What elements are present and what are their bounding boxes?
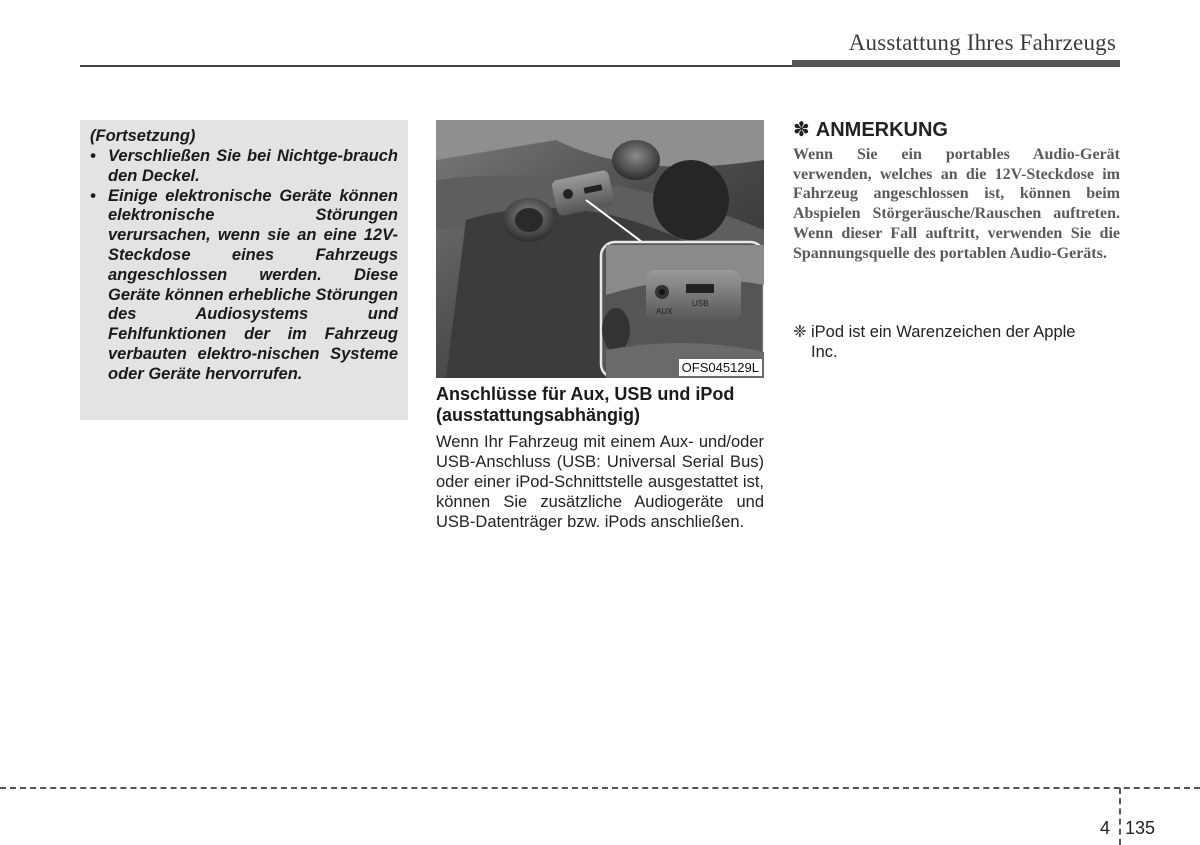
footer-divider — [0, 787, 1200, 789]
caution-item: • Verschließen Sie bei Nichtge-brauch den Deckel. — [90, 147, 398, 185]
trademark-note — [793, 322, 1120, 362]
trademark-line1: iPod ist ein Warenzeichen der Apple — [811, 323, 1076, 341]
page-number: 135 — [1125, 818, 1156, 838]
caution-list — [90, 147, 398, 385]
page-chapter: 4 — [1100, 818, 1111, 838]
figure-code: OFS045129L — [679, 359, 762, 376]
caution-continuation: (Fortsetzung) — [90, 127, 196, 145]
note-heading-text: ANMERKUNG — [815, 119, 948, 141]
port-label-aux: AUX — [656, 307, 673, 316]
caution-item-text: Einige elektronische Geräte können elektronische Störungen verursachen, wenn sie an eine 12V-Steckdose eines Fahrzeugs angeschlossen werden. Diese Geräte können erhebliche Störungen des Audiosystems und Fehlfunktionen der im Fahrzeug verbauten elektro-nischen Systeme oder Geräte hervorrufen. — [108, 186, 398, 383]
header-rule-accent — [792, 60, 1120, 67]
trademark-line2: Inc. — [811, 343, 838, 361]
caution-box — [80, 120, 408, 420]
figure-usb-aux-ports — [436, 120, 764, 378]
console-illustration — [436, 120, 764, 378]
caution-item-text: Verschließen Sie bei Nichtge-brauch den Deckel. — [108, 147, 398, 185]
section-heading: Anschlüsse für Aux, USB und iPod (ausstattungsabhängig) — [436, 384, 735, 425]
page-header-title: Ausstattung Ihres Fahrzeugs — [848, 30, 1116, 55]
footer-vertical-divider — [1119, 788, 1121, 845]
caution-item: • Einige elektronische Geräte können elektronische Störungen verursachen, wenn sie an eine 12V-Steckdose eines Fahrzeugs angeschlossen werden. Diese Geräte können erhebliche Störungen des Audiosystems und Fehlfunktionen der im Fahrzeug verbauten elektro-nischen Systeme oder Geräte hervorrufen. — [90, 186, 398, 383]
header-rule — [80, 65, 792, 67]
note-text: Wenn Sie ein portables Audio-Gerät verwenden, welches an die 12V-Steckdose im Fahrzeug angeschlossen ist, können beim Abspielen Störgeräusche/Rauschen auftreten. Wenn dieser Fall auftritt, verwenden Sie die Spannungsquelle des portablen Audio-Geräts. — [793, 146, 1120, 262]
note-star-icon: ✽ — [793, 119, 810, 141]
note-heading — [793, 118, 948, 142]
trademark-symbol-icon: ❈ — [793, 323, 807, 341]
section-body: Wenn Ihr Fahrzeug mit einem Aux- und/oder USB-Anschluss (USB: Universal Serial Bus) oder einer iPod-Schnittstelle ausgestattet ist, können Sie zusätzliche Audiogeräte und USB-Datenträger bzw. iPods anschließen. — [436, 433, 764, 531]
port-label-usb: USB — [692, 299, 709, 308]
